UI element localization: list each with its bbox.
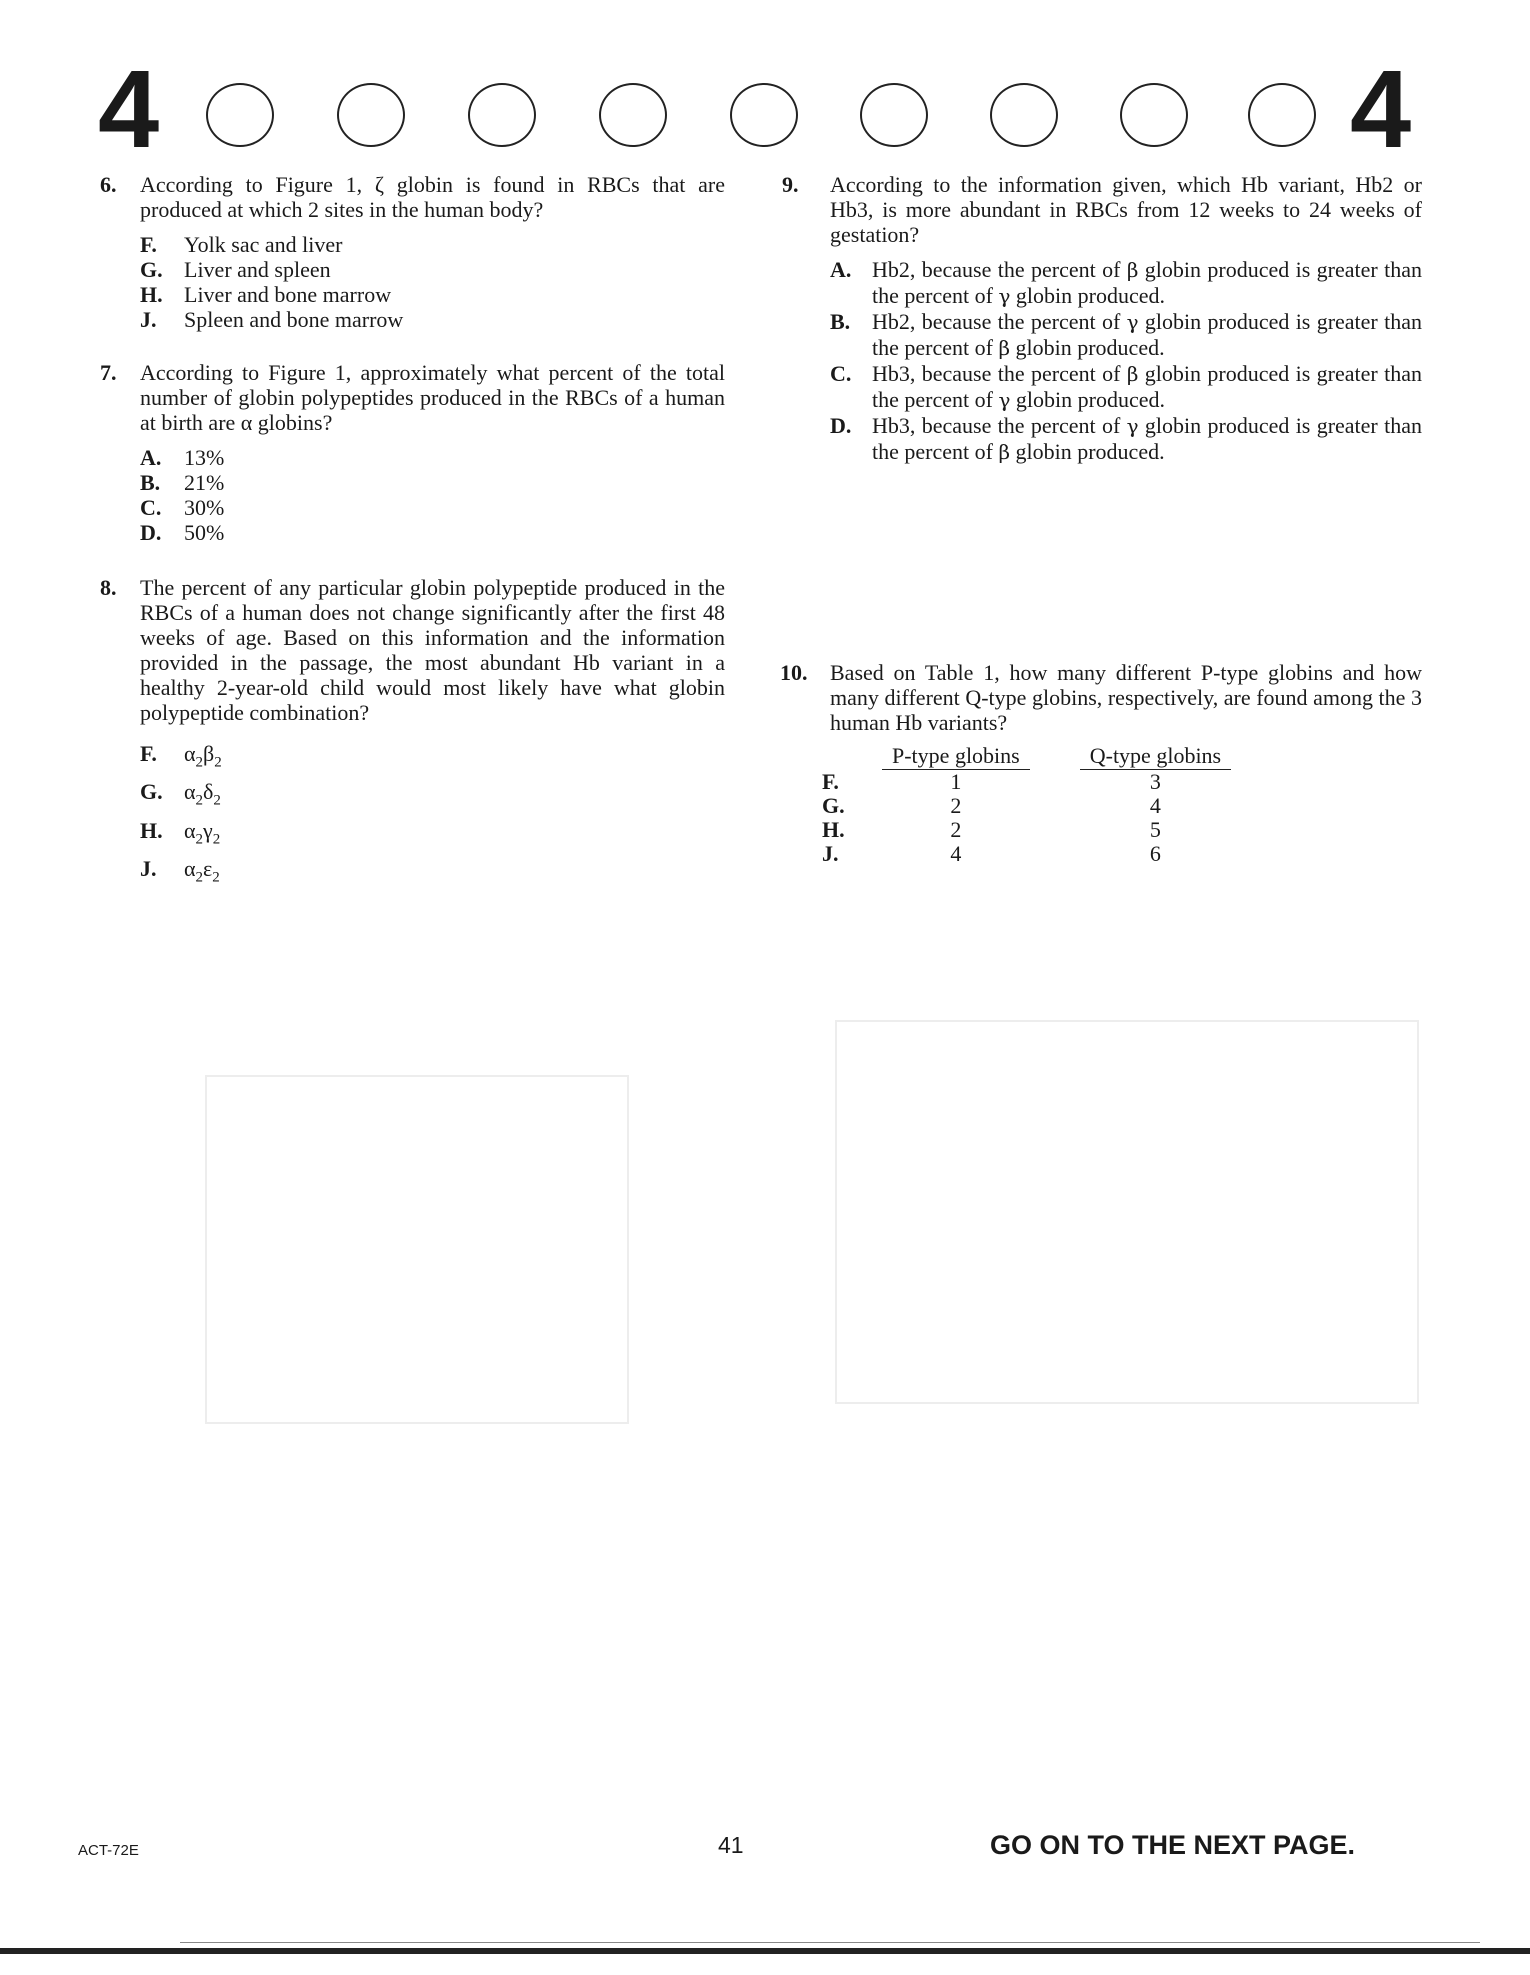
answer-option[interactable]: H. Liver and bone marrow xyxy=(140,282,392,307)
page-number: 41 xyxy=(718,1832,744,1858)
answer-option[interactable]: G. $\alpha_2\delta_2$ xyxy=(140,777,725,815)
answer-option[interactable]: A. Hb2, because the percent of β globin produced is greater than the percent of γ globin produced. xyxy=(830,257,1422,308)
answer-options xyxy=(140,445,725,545)
question-9 xyxy=(782,172,1422,465)
question-text: Based on Table 1, how many different P-type globins and how many different Q-type globins, respectively, are found among the 3 human Hb variants? xyxy=(830,660,1422,735)
answer-option[interactable]: B. 21% xyxy=(140,470,225,495)
answer-option[interactable]: D. Hb3, because the percent of γ globin produced is greater than the percent of β globin produced. xyxy=(830,413,1422,464)
answer-option[interactable]: H. $\alpha_2\gamma_2$ xyxy=(140,816,725,854)
header-circle xyxy=(990,83,1058,147)
question-number: 9. xyxy=(782,172,799,197)
question-7 xyxy=(100,360,725,545)
section-number-right: 4 xyxy=(1350,48,1412,171)
header-circle xyxy=(337,83,405,147)
answer-option[interactable]: G. Liver and spleen xyxy=(140,257,331,282)
go-on-notice: GO ON TO THE NEXT PAGE. xyxy=(990,1830,1356,1860)
answer-option[interactable]: C. Hb3, because the percent of β globin produced is greater than the percent of γ globin produced. xyxy=(830,361,1422,412)
question-10 xyxy=(782,660,1422,866)
answer-option[interactable]: D. 50% xyxy=(140,520,225,545)
header-circle xyxy=(1120,83,1188,147)
question-8 xyxy=(100,575,725,893)
column-header-p-type: P-type globins xyxy=(882,743,1030,770)
answer-option[interactable]: J. $\alpha_2\varepsilon_2$ xyxy=(140,854,725,892)
question-text: According to the information given, which Hb variant, Hb2 or Hb3, is more abundant in RBCs from 12 weeks to 24 weeks of gestation? xyxy=(830,172,1422,247)
answer-option[interactable]: F. 1 3 xyxy=(822,768,1161,794)
form-code: ACT-72E xyxy=(78,1842,139,1859)
left-column xyxy=(100,172,725,893)
answer-table xyxy=(822,743,1231,866)
question-number: 8. xyxy=(100,575,117,600)
question-number: 7. xyxy=(100,360,117,385)
bottom-rule xyxy=(0,1948,1530,1954)
section-number-left: 4 xyxy=(98,48,160,171)
bleed-through-ghost xyxy=(835,1020,1419,1404)
header-circle xyxy=(206,83,274,147)
section-header xyxy=(0,48,1530,171)
answer-option[interactable]: J. Spleen and bone marrow xyxy=(140,307,404,332)
divider xyxy=(180,1942,1480,1943)
answer-option[interactable]: G. 2 4 xyxy=(822,793,1161,818)
answer-option[interactable]: C. 30% xyxy=(140,495,225,520)
globin-formula: $\alpha_2\delta_2$ xyxy=(184,779,221,809)
globin-formula: $\alpha_2\gamma_2$ xyxy=(184,817,221,848)
answer-options xyxy=(140,739,725,893)
answer-option[interactable]: J. 4 6 xyxy=(822,841,1161,866)
globin-formula: $\alpha_2\beta_2$ xyxy=(184,741,222,771)
question-6 xyxy=(100,172,725,332)
answer-option[interactable]: B. Hb2, because the percent of γ globin produced is greater than the percent of β globin produced. xyxy=(830,309,1422,360)
header-circle xyxy=(468,83,536,147)
answer-options xyxy=(830,257,1422,465)
column-header-q-type: Q-type globins xyxy=(1080,743,1231,770)
question-text: According to Figure 1, approximately what percent of the total number of globin polypeptides produced in the RBCs of a human at birth are α globins? xyxy=(140,360,725,435)
question-number: 6. xyxy=(100,172,117,197)
answer-option[interactable]: A. 13% xyxy=(140,445,225,470)
question-number: 10. xyxy=(780,660,808,685)
answer-option[interactable]: H. 2 5 xyxy=(822,817,1161,842)
header-circle xyxy=(599,83,667,147)
globin-formula: $\alpha_2\varepsilon_2$ xyxy=(184,856,220,886)
right-column xyxy=(782,172,1422,866)
answer-options xyxy=(140,232,725,332)
header-circle xyxy=(860,83,928,147)
answer-option[interactable]: F. $\alpha_2\beta_2$ xyxy=(140,739,725,777)
answer-option[interactable]: F. Yolk sac and liver xyxy=(140,232,343,257)
question-text: The percent of any particular globin polypeptide produced in the RBCs of a human does not change significantly after the first 48 weeks of age. Based on this information and the information provided in the passage, the most abundant Hb variant in a healthy 2-year-old child would most likely have what globin polypeptide combination? xyxy=(140,575,725,725)
bleed-through-ghost xyxy=(205,1075,629,1424)
header-circle xyxy=(1248,83,1316,147)
header-circle xyxy=(730,83,798,147)
question-text: According to Figure 1, ζ globin is found in RBCs that are produced at which 2 sites in the human body? xyxy=(140,172,725,222)
